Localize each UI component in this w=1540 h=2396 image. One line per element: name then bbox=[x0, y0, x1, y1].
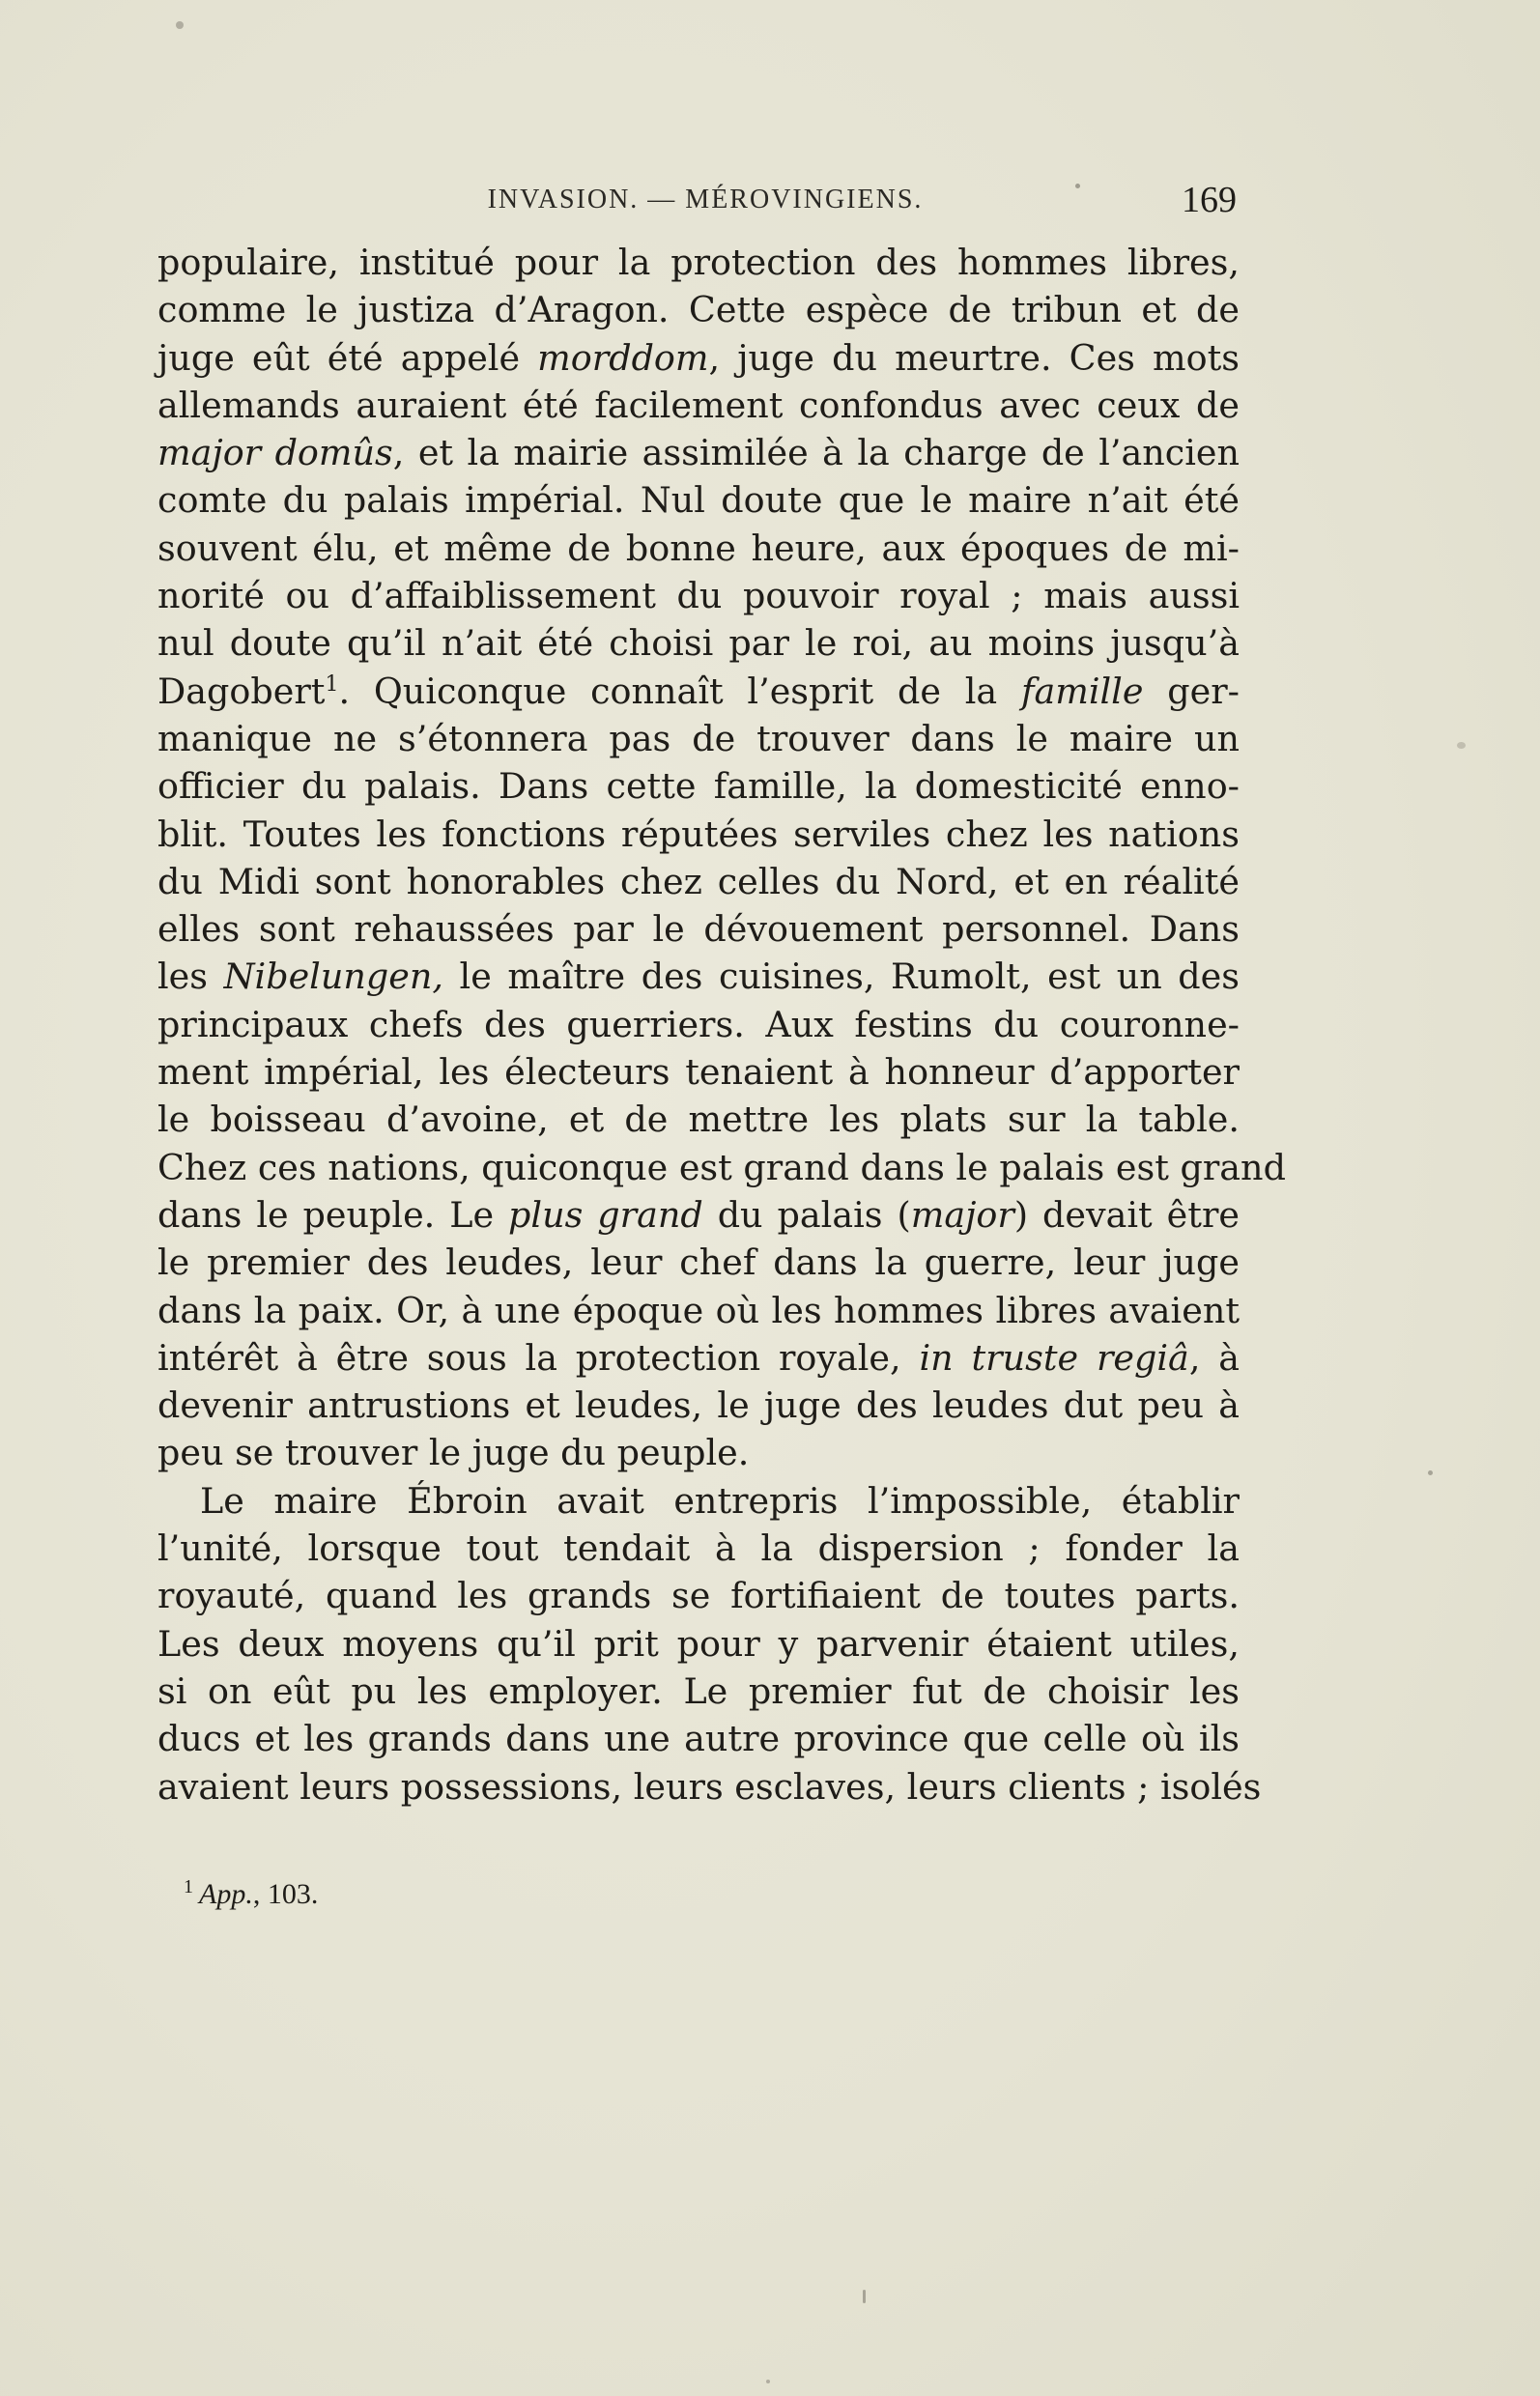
text-line: les Nibelungen, le maître des cuisines, Rumolt, est un des bbox=[157, 956, 1240, 998]
text-line: le boisseau d’avoine, et de mettre les plats sur la table. bbox=[157, 1098, 1240, 1141]
text-line: principaux chefs des guerriers. Aux festins du couronne- bbox=[157, 1003, 1240, 1045]
paper-speck bbox=[766, 2380, 770, 2383]
text-line: ducs et les grands dans une autre province que celle où ils bbox=[157, 1718, 1240, 1760]
text-line: Le maire Ébroin avait entrepris l’impossible, établir bbox=[200, 1479, 1240, 1522]
text-line: juge eût été appelé morddom, juge du meurtre. Ces mots bbox=[157, 336, 1240, 379]
paper-speck bbox=[1428, 1470, 1433, 1475]
text-line: populaire, institué pour la protection des hommes libres, bbox=[157, 242, 1240, 283]
footnote bbox=[184, 1876, 318, 1911]
text-line: Les deux moyens qu’il prit pour y parvenir étaient utiles, bbox=[157, 1622, 1240, 1665]
footnote-reference: , 103. bbox=[252, 1878, 319, 1910]
running-title: INVASION. — MÉROVINGIENS. bbox=[487, 185, 924, 214]
text-line: nul doute qu’il n’ait été choisi par le roi, au moins jusqu’à bbox=[157, 622, 1240, 665]
running-head bbox=[155, 179, 1256, 220]
text-line: manique ne s’étonnera pas de trouver dans le maire un bbox=[157, 717, 1240, 759]
text-line: Dagobert$^1$. Quiconque connaît l’esprit de la famille ger- bbox=[157, 670, 1240, 712]
text-line: Chez ces nations, quiconque est grand dans le palais est grand bbox=[157, 1146, 1286, 1188]
text-line: allemands auraient été facilement confondus avec ceux de bbox=[157, 384, 1240, 426]
text-line: major domûs, et la mairie assimilée à la charge de l’ancien bbox=[157, 432, 1241, 474]
text-line: l’unité, lorsque tout tendait à la dispersion ; fonder la bbox=[157, 1527, 1240, 1570]
paper-speck bbox=[176, 21, 184, 29]
text-line: royauté, quand les grands se fortifiaient de toutes parts. bbox=[157, 1575, 1240, 1617]
footnote-abbreviation: App. bbox=[199, 1878, 253, 1910]
text-line: dans le peuple. Le plus grand du palais (major) devait être bbox=[157, 1193, 1240, 1236]
paper-speck bbox=[1075, 184, 1080, 188]
text-line: avaient leurs possessions, leurs esclaves, leurs clients ; isolés bbox=[157, 1765, 1262, 1808]
footnote-mark: 1 bbox=[184, 1876, 193, 1897]
text-line: souvent élu, et même de bonne heure, aux époques de mi- bbox=[157, 527, 1240, 569]
paper-speck bbox=[1457, 742, 1466, 749]
page-number: 169 bbox=[1182, 180, 1237, 220]
text-line: peu se trouver le juge du peuple. bbox=[157, 1432, 750, 1474]
text-line: du Midi sont honorables chez celles du Nord, et en réalité bbox=[157, 860, 1240, 902]
text-line: ment impérial, les électeurs tenaient à honneur d’apporter bbox=[157, 1051, 1240, 1094]
text-line: si on eût pu les employer. Le premier fut de choisir les bbox=[157, 1669, 1240, 1712]
text-line: le premier des leudes, leur chef dans la guerre, leur juge bbox=[157, 1241, 1240, 1284]
text-line: dans la paix. Or, à une époque où les hommes libres avaient bbox=[157, 1289, 1240, 1331]
text-line: devenir antrustions et leudes, le juge des leudes dut peu à bbox=[157, 1384, 1240, 1427]
body-text bbox=[157, 239, 1286, 1811]
text-line: officier du palais. Dans cette famille, la domesticité enno- bbox=[157, 765, 1240, 808]
paper-speck bbox=[863, 2290, 866, 2303]
text-line: norité ou d’affaiblissement du pouvoir royal ; mais aussi bbox=[157, 575, 1240, 617]
text-line: intérêt à être sous la protection royale, in truste regiâ, à bbox=[157, 1336, 1241, 1379]
text-line: comte du palais impérial. Nul doute que le maire n’ait été bbox=[157, 479, 1240, 522]
text-line: blit. Toutes les fonctions réputées serviles chez les nations bbox=[157, 813, 1240, 855]
text-line: comme le justiza d’Aragon. Cette espèce de tribun et de bbox=[157, 289, 1240, 331]
text-line: elles sont rehaussées par le dévouement personnel. Dans bbox=[157, 908, 1240, 951]
